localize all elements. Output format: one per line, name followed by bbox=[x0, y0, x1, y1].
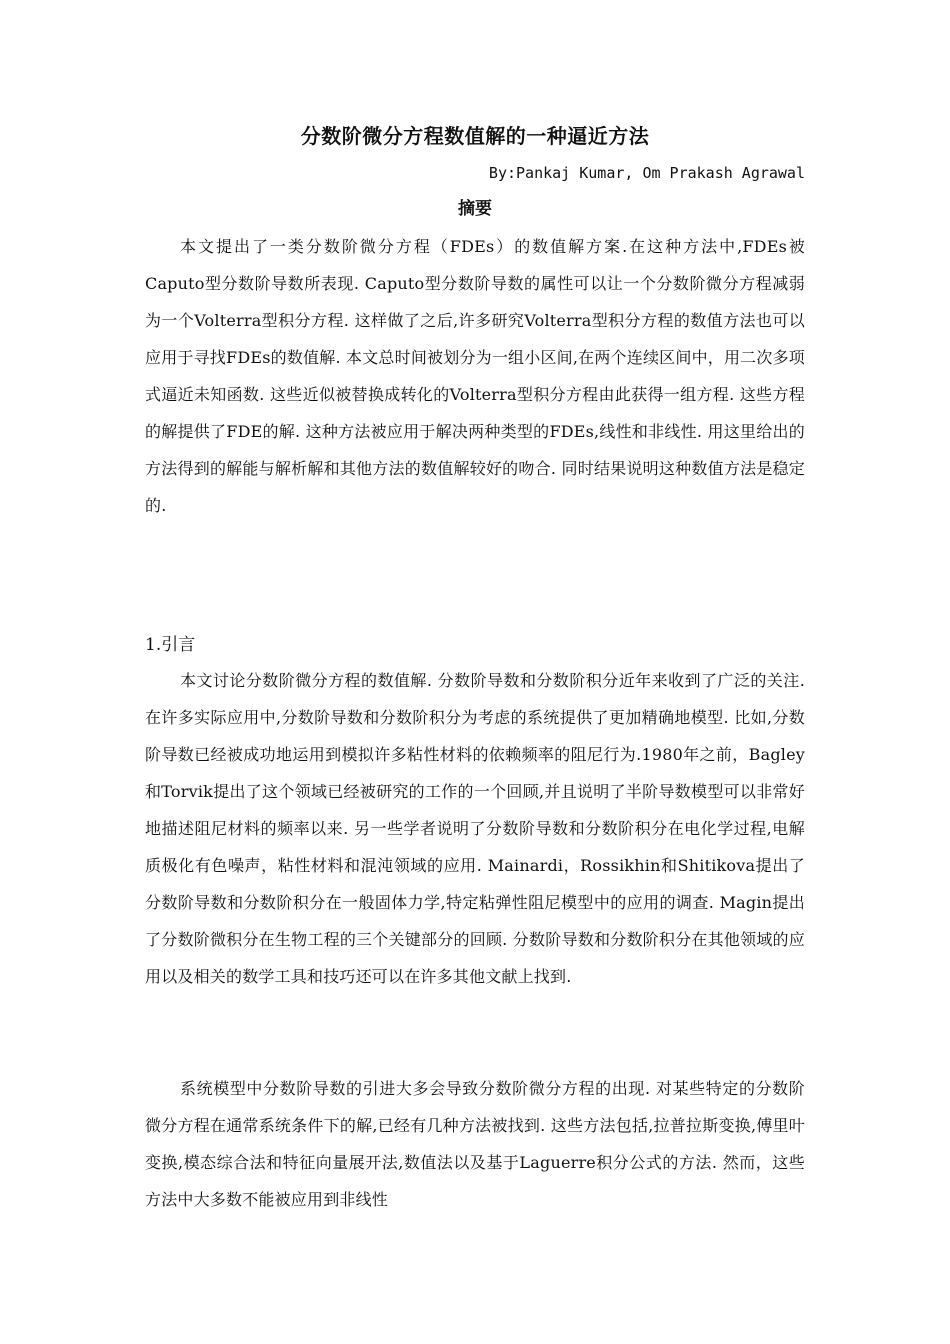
author-line: By:Pankaj Kumar, Om Prakash Agrawal bbox=[488, 164, 805, 182]
intro-paragraph: 本文讨论分数阶微分方程的数值解. 分数阶导数和分数阶积分近年来收到了广泛的关注. 在许多实际应用中,分数阶导数和分数阶积分为考虑的系统提供了更加精确地模型. 比如,分数阶导数已经被成功地运用到模拟许多粘性材料的依赖频率的阻尼行为.1980年之前，Bagley 和Torvik提出了这个领域已经被研究的工作的一个回顾,并且说明了半阶导数模型可以非常好地描述阻尼材料的频率以来. 另一些学者说明了分数阶导数和分数阶积分在电化学过程,电解质极化有色噪声，粘性材料和混沌领域的应用. Mainardi，Rossikhin和Shitikova提出了分数阶导数和分数阶积分在一般固体力学,特定粘弹性阻尼模型中的应用的调查. Magin提出了分数阶微积分在生物工程的三个关键部分的回顾. 分数阶导数和分数阶积分在其他领域的应用以及相关的数学工具和技巧还可以在许多其他文献上找到. bbox=[145, 671, 805, 986]
paper-title: 分数阶微分方程数值解的一种逼近方法 bbox=[300, 124, 650, 148]
abstract-heading: 摘要 bbox=[458, 199, 492, 219]
abstract-text: 本文提出了一类分数阶微分方程（FDEs）的数值解方案.在这种方法中,FDEs被Caputo型分数阶导数所表现. Caputo型分数阶导数的属性可以让一个分数阶微分方程减弱为一个Volterra型积分方程. 这样做了之后,许多研究Volterra型积分方程的数值方法也可以应用于寻找FDEs的数值解. 本文总时间被划分为一组小区间,在两个连续区间中，用二次多项式逼近未知函数. 这些近似被替换成转化的Volterra型积分方程由此获得一组方程. 这些方程的解提供了FDE的解. 这种方法被应用于解决两种类型的FDEs,线性和非线性. 用这里给出的方法得到的解能与解析解和其他方法的数值解较好的吻合. 同时结果说明这种数值方法是稳定的. bbox=[145, 237, 805, 515]
section-heading-introduction: 1.引言 bbox=[145, 635, 196, 655]
intro-paragraph: 系统模型中分数阶导数的引进大多会导致分数阶微分方程的出现. 对某些特定的分数阶微分方程在通常系统条件下的解,已经有几种方法被找到. 这些方法包括,拉普拉斯变换,傅里叶变换,模态综合法和特征向量展开法,数值法以及基于Laguerre积分公式的方法. 然而，这些方法中大多数不能被应用到非线性 bbox=[145, 1079, 805, 1209]
